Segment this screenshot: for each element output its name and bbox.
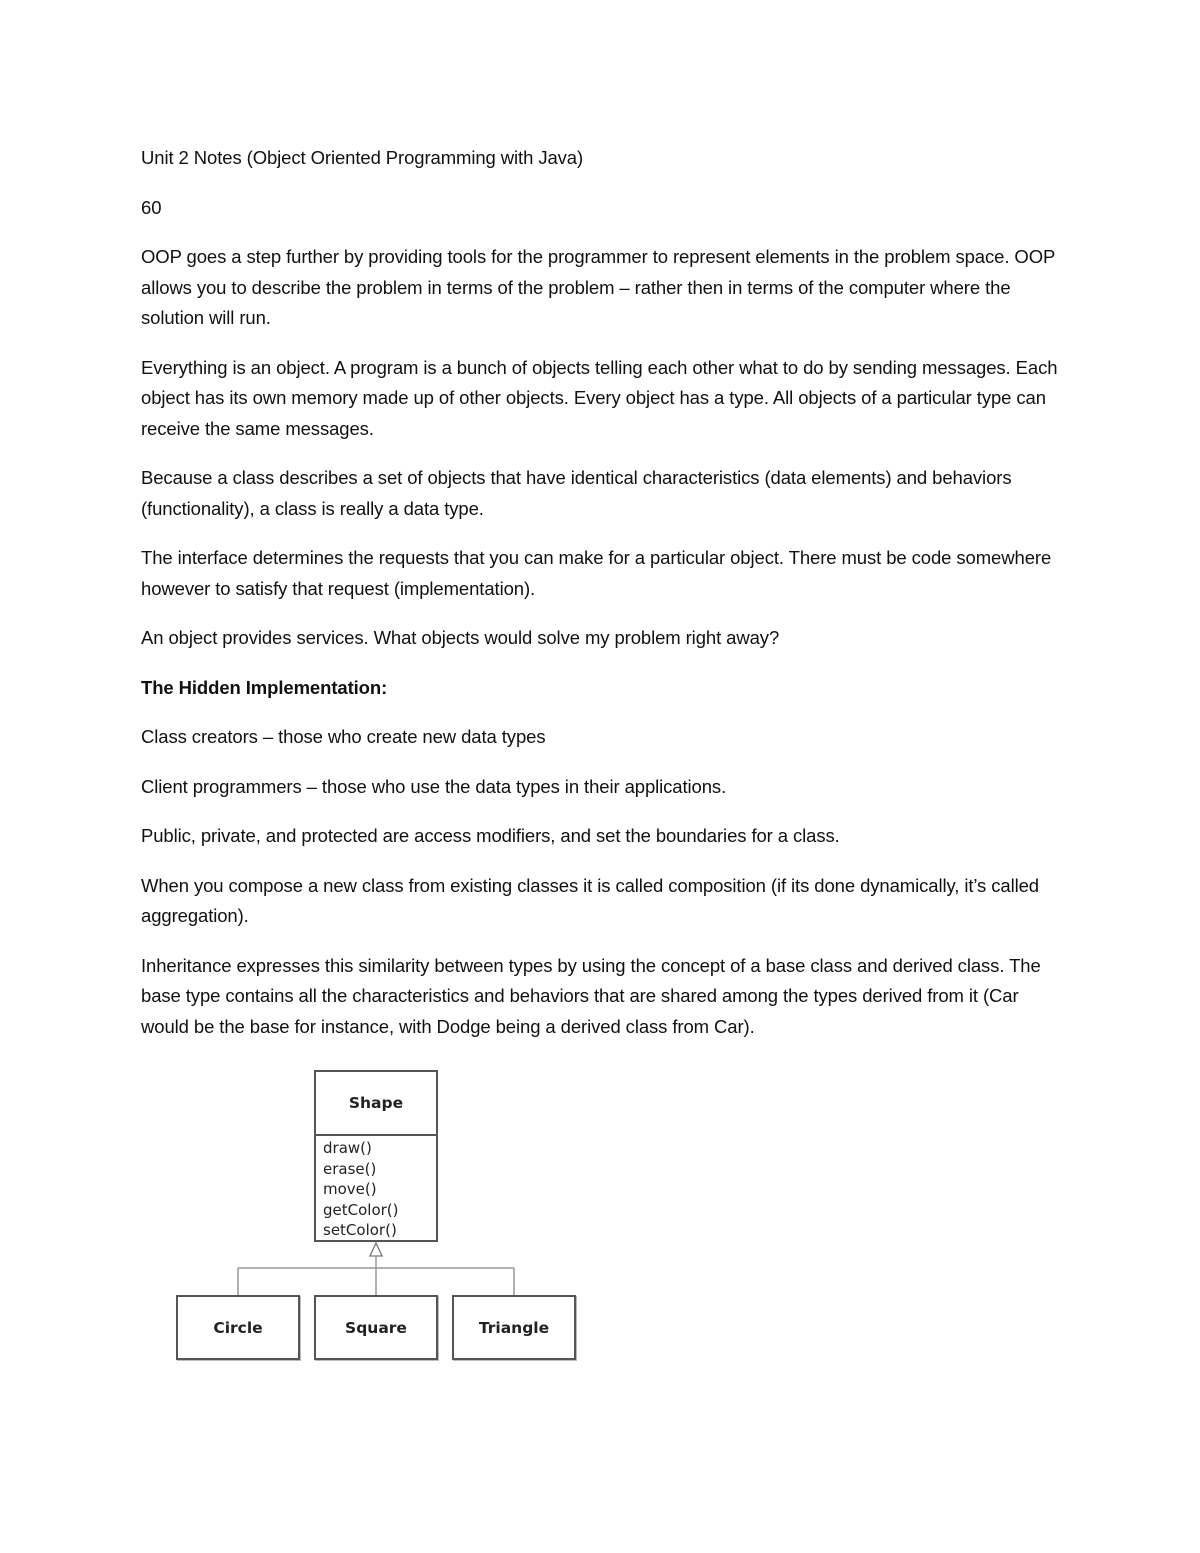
paragraph: Because a class describes a set of objects that have identical characteristics (data elements) and behaviors (functionality), a class is really a data type. <box>141 467 1012 519</box>
shape-class-box <box>314 1070 438 1242</box>
inheritance-arrow-icon <box>370 1243 382 1256</box>
paragraph: Class creators – those who create new data types <box>141 726 546 747</box>
paragraph: The interface determines the requests that you can make for a particular object. There must be code somewhere however to satisfy that request (implementation). <box>141 547 1052 599</box>
page-number: 60 <box>141 196 162 218</box>
method-draw: draw() <box>323 1139 372 1157</box>
paragraph: An object provides services. What objects would solve my problem right away? <box>141 627 780 648</box>
section-heading: The Hidden Implementation: <box>141 676 388 698</box>
paragraph: Everything is an object. A program is a bunch of objects telling each other what to do by sending messages. Each object has its own memory made up of other objects. Every object has a type. All objects of a particular type can receive the same messages. <box>141 356 1058 439</box>
shape-method-list <box>316 1136 436 1241</box>
paragraph: Public, private, and protected are access modifiers, and set the boundaries for a class. <box>141 825 840 846</box>
document-body <box>141 143 1071 1061</box>
method-move: move() <box>323 1180 377 1198</box>
triangle-class-box: Triangle <box>452 1295 576 1360</box>
method-get-color: getColor() <box>323 1200 399 1219</box>
shape-class-name: Shape <box>316 1072 436 1136</box>
method-set-color: setColor() <box>323 1221 397 1239</box>
square-class-box: Square <box>314 1295 438 1360</box>
paragraph: Inheritance expresses this similarity between types by using the concept of a base class and derived class. The base type contains all the characteristics and behaviors that are shared among the types derived from it (Car would be the base for instance, with Dodge being a derived class from Car). <box>141 954 1041 1037</box>
paragraph: When you compose a new class from existing classes it is called composition (if its done dynamically, it’s called aggregation). <box>141 874 1039 926</box>
method-erase: erase() <box>323 1159 377 1178</box>
paragraph: OOP goes a step further by providing tools for the programmer to represent elements in the problem space. OOP allows you to describe the problem in terms of the problem – rather then in terms of the computer where the solution will run. <box>141 246 1055 328</box>
document-header: Unit 2 Notes (Object Oriented Programming with Java) <box>141 147 584 168</box>
circle-class-box: Circle <box>176 1295 300 1360</box>
paragraph: Client programmers – those who use the data types in their applications. <box>141 775 727 797</box>
